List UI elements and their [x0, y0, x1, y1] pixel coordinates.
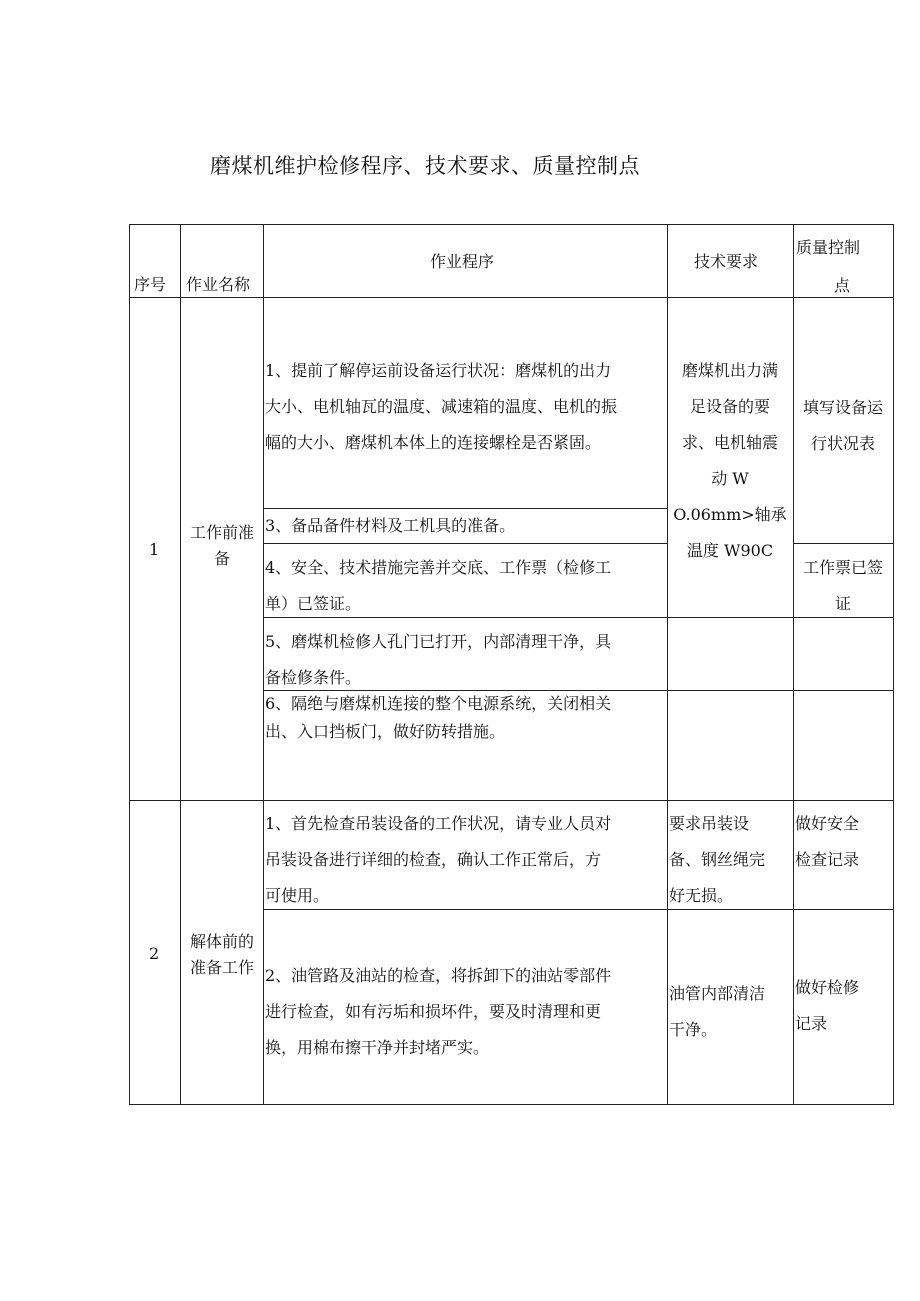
- row-seq: 2: [149, 944, 160, 963]
- header-name: 作业名称: [186, 275, 251, 294]
- row-name: 工作前准 备: [189, 523, 254, 568]
- header-seq: 序号: [134, 275, 167, 294]
- row-divider: [793, 543, 893, 544]
- procedure-step: 4、安全、技术措施完善并交底、工作票（检修工 单）已签证。: [265, 558, 612, 613]
- quality-point: 做好检修 记录: [795, 978, 860, 1033]
- tech-requirement: 磨煤机出力满 足设备的要 求、电机轴震 动 W O.06mm>轴承 温度 W90C: [673, 361, 787, 560]
- table-border-top: [129, 224, 893, 225]
- tech-requirement: 要求吊装设 备、钢丝绳完 好无损。: [669, 814, 766, 905]
- header-quality: 点: [834, 276, 851, 295]
- procedure-step: 6、隔绝与磨煤机连接的整个电源系统，关闭相关 出、入口挡板门，做好防转措施。: [265, 694, 612, 741]
- page-title: 磨煤机维护检修程序、技术要求、质量控制点: [210, 154, 640, 178]
- table-border-right: [893, 224, 894, 1105]
- quality-point: 工作票已签 证: [802, 558, 883, 613]
- col-divider: [129, 224, 130, 1105]
- procedure-step: 2、油管路及油站的检查，将拆卸下的油站零部件 进行检查，如有污垢和损坏件，要及时清理和更 换，用棉布擦干净并封堵严实。: [265, 966, 612, 1057]
- row-divider: [129, 800, 893, 801]
- procedure-step: 5、磨煤机检修人孔门已打开，内部清理干净，具 备检修条件。: [265, 632, 612, 687]
- header-quality: 质量控制: [796, 238, 861, 257]
- procedure-step: 1、首先检查吊装设备的工作状况，请专业人员对 吊装设备进行详细的检查，确认工作正常后，方 可使用。: [265, 814, 612, 905]
- quality-point: 填写设备运 行状况表: [802, 398, 883, 453]
- row-name: 解体前的 准备工作: [189, 932, 254, 977]
- col-divider: [263, 224, 264, 1105]
- row-seq: 1: [149, 540, 160, 559]
- table-border-bottom: [129, 1104, 893, 1105]
- col-divider: [793, 224, 794, 1105]
- header-procedure: 作业程序: [430, 252, 495, 271]
- header-tech: 技术要求: [694, 252, 759, 271]
- procedure-step: 1、提前了解停运前设备运行状况：磨煤机的出力 大小、电机轴瓦的温度、减速箱的温度、电机的振 幅的大小、磨煤机本体上的连接螺栓是否紧固。: [265, 361, 618, 452]
- procedure-step: 3、备品备件材料及工机具的准备。: [265, 516, 516, 535]
- tech-requirement: 油管内部清洁 干净。: [669, 984, 766, 1039]
- col-divider: [180, 224, 181, 1105]
- quality-point: 做好安全 检查记录: [795, 814, 860, 869]
